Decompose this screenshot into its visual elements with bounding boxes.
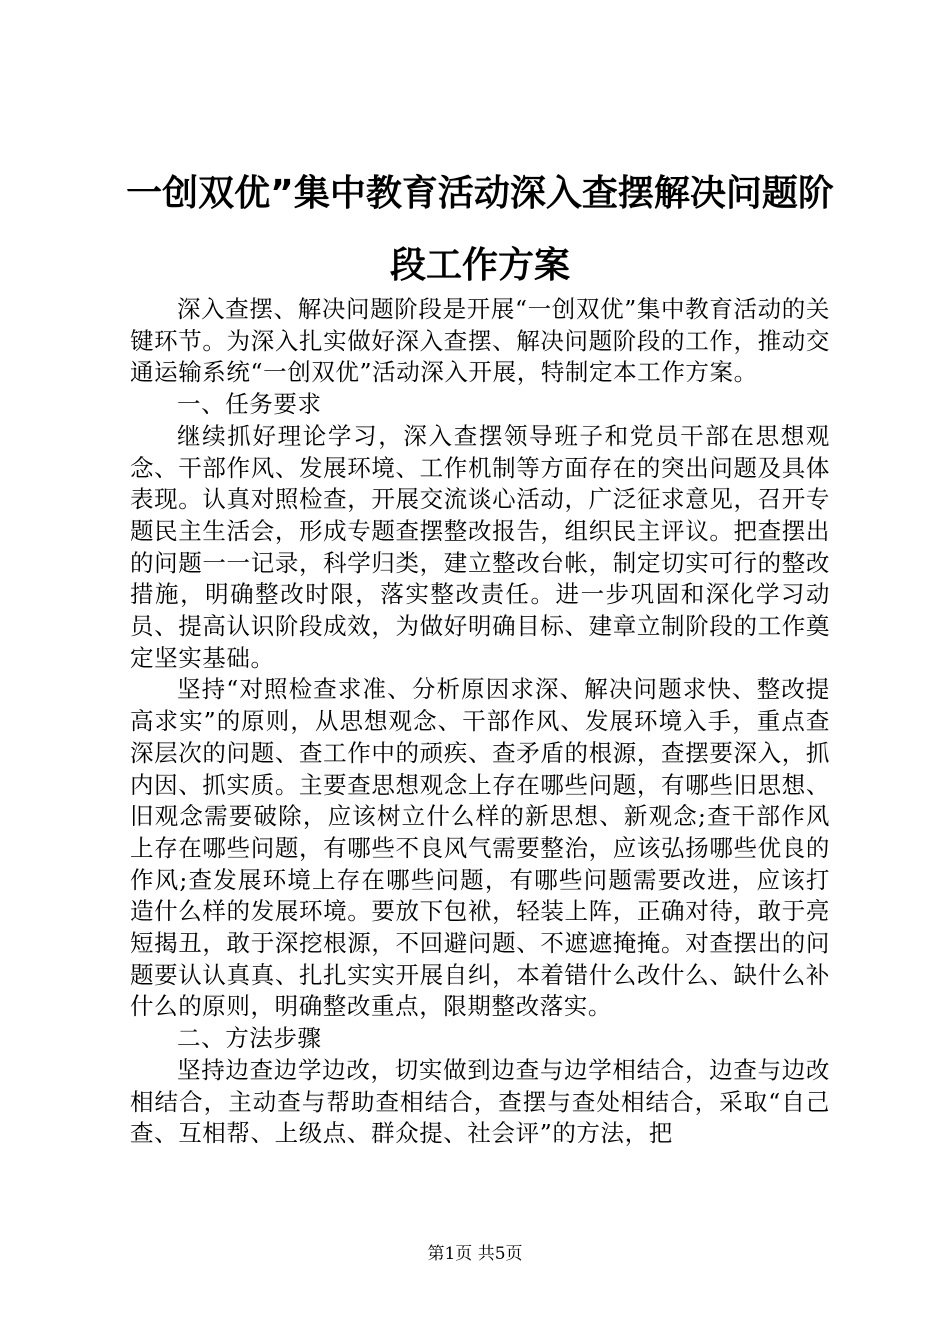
document-title: 一创双优”集中教育活动深入查摆解决问题阶段工作方案 <box>126 173 834 286</box>
task-paragraph-1: 继续抓好理论学习，深入查摆领导班子和党员干部在思想观念、干部作风、发展环境、工作机制等方面存在的突出问题及具体表现。认真对照检查，开展交流谈心活动，广泛征求意见，召开专题民主生活会，形成专题查摆整改报告，组织民主评议。把查摆出的问题一一记录，科学归类，建立整改台帐，制定切实可行的整改措施，明确整改时限，落实整改责任。进一步巩固和深化学习动员、提高认识阶段成效，为做好明确目标、建章立制阶段的工作奠定坚实基础。 <box>130 421 830 672</box>
page-footer <box>0 1243 950 1265</box>
method-paragraph-1: 坚持边查边学边改，切实做到边查与边学相结合，边查与边改相结合，主动查与帮助查相结合，查摆与查处相结合，采取“自己查、互相帮、上级点、群众提、社会评”的方法，把 <box>130 1055 830 1148</box>
page-indicator: 第1页 共5页 <box>427 1244 523 1264</box>
document-body <box>130 294 830 1150</box>
task-paragraph-2: 坚持“对照检查求准、分析原因求深、解决问题求快、整改提高求实”的原则，从思想观念、干部作风、发展环境入手，重点查深层次的问题、查工作中的顽疾、查矛盾的根源，查摆要深入，抓内因、抓实质。主要查思想观念上存在哪些问题，有哪些旧思想、旧观念需要破除，应该树立什么样的新思想、新观念;查干部作风上存在哪些问题，有哪些不良风气需要整治，应该弘扬哪些优良的作风;查发展环境上存在哪些问题，有哪些问题需要改进，应该打造什么样的发展环境。要放下包袱，轻装上阵，正确对待，敢于亮短揭丑，敢于深挖根源，不回避问题、不遮遮掩掩。对查摆出的问题要认认真真、扎扎实实开展自纠，本着错什么改什么、缺什么补什么的原则，明确整改重点，限期整改落实。 <box>130 675 830 1021</box>
intro-paragraph: 深入查摆、解决问题阶段是开展“一创双优”集中教育活动的关键环节。为深入扎实做好深入查摆、解决问题阶段的工作，推动交通运输系统“一创双优”活动深入开展，特制定本工作方案。 <box>130 295 830 387</box>
section-heading-method-steps: 二、方法步骤 <box>177 1024 322 1053</box>
section-heading-task-requirements: 一、任务要求 <box>177 390 322 419</box>
